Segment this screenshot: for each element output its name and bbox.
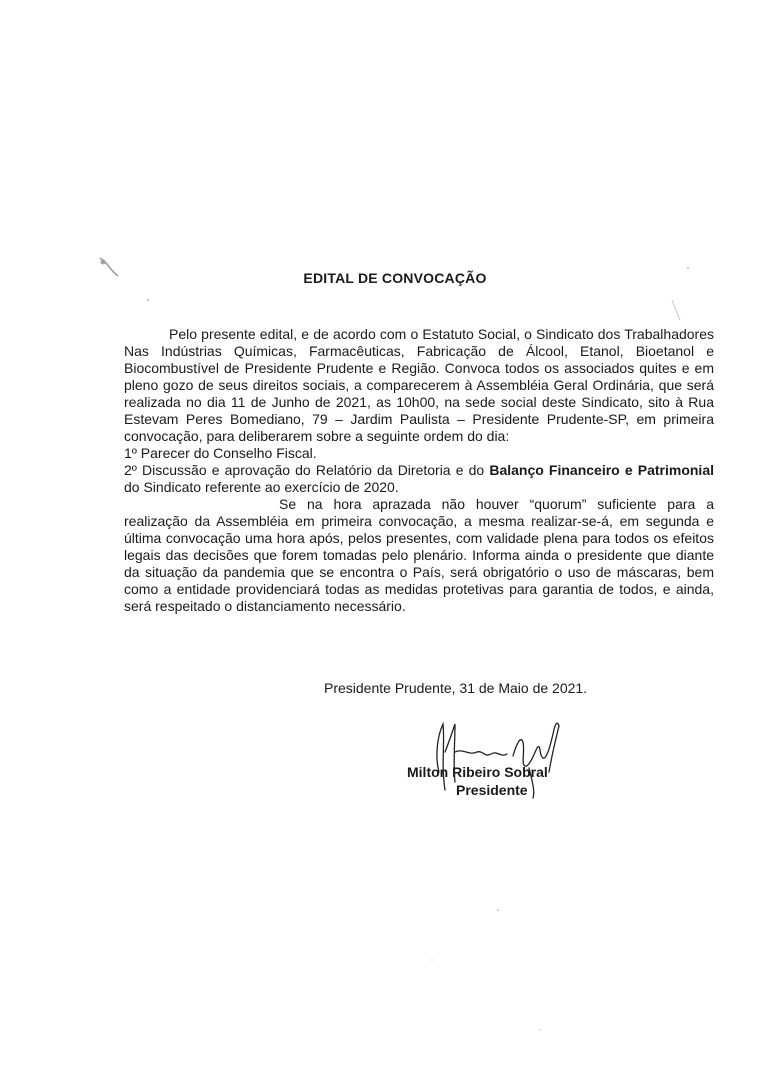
document-body (124, 326, 714, 615)
agenda-item-2-text: 2º Discussão e aprovação do Relatório da Diretoria e do (124, 462, 490, 478)
agenda-item-1: 1º Parecer do Conselho Fiscal. (124, 445, 317, 461)
signatory-name: Milton Ribeiro Sobral (407, 764, 548, 780)
date-line: Presidente Prudente, 31 de Maio de 2021. (324, 680, 588, 696)
agenda-item-2-bold: Balanço Financeiro e Patrimonial (489, 462, 715, 478)
paragraph-convocation: Pelo presente edital, e de acordo com o Estatuto Social, o Sindicato dos Trabalhadores Nas Indústrias Químicas, Farmacêuticas, Fabricação de Álcool, Etanol, Bioetanol e Biocombustível de Presidente Prudente e Região. Convoca todos os associados quites e em pleno gozo de seus direitos sociais, a comparecerem à Assembléia Geral Ordinária, que será realizada no dia 11 de Junho de 2021, as 10h00, na sede social deste Sindicato, sito à Rua Estevam Peres Bomediano, 79 – Jardim Paulista – Presidente Prudente-SP, em primeira convocação, para deliberarem sobre a seguinte ordem do dia: (124, 326, 714, 444)
agenda-item-2 (124, 462, 714, 496)
paragraph-quorum: Se na hora aprazada não houver “quorum” suficiente para a realização da Assembléia em primeira convocação, a mesma realizar-se-á, em segunda e última convocação uma hora após, pelos presentes, com validade plena para todos os efeitos legais das decisões que forem tomadas pelo plenário. Informa ainda o presidente que diante da situação da pandemia que se encontra o País, será obrigatório o uso de máscaras, bem como a entidade providenciará todas as medidas protetivas para garantia de todos, e ainda, será respeitado o distanciamento necessário. (124, 496, 714, 614)
signatory-role: Presidente (456, 782, 528, 798)
agenda-item-2-suffix: do Sindicato referente ao exercício de 2020. (124, 479, 399, 495)
document-title: EDITAL DE CONVOCAÇÃO (303, 270, 487, 286)
